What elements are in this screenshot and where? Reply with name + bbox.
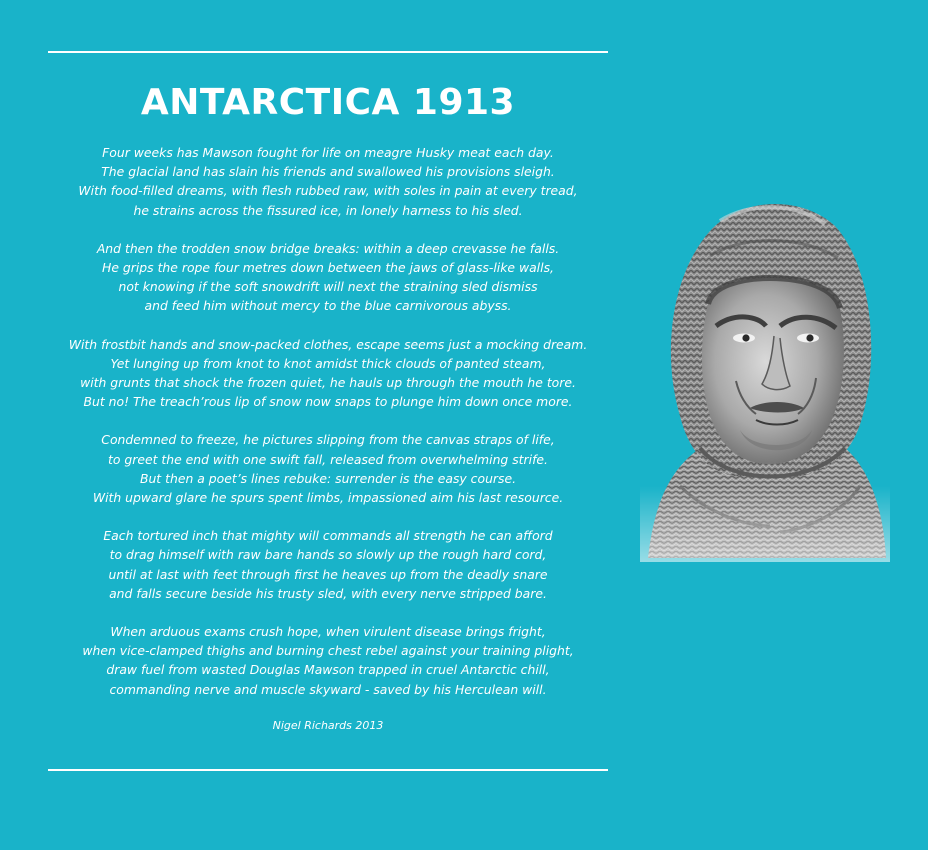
poem-title: ANTARCTICA 1913 [140, 82, 516, 123]
poem-line: The glacial land has slain his friends and swallowed his provisions sleigh. [101, 164, 555, 180]
stanza [48, 526, 608, 603]
poem-line: when vice-clamped thighs and burning chest rebel against your training plight, [82, 643, 574, 659]
poem-line: And then the trodden snow bridge breaks: within a deep crevasse he falls. [96, 240, 560, 256]
poem-line: Yet lunging up from knot to knot amidst thick clouds of panted steam, [110, 355, 546, 371]
poem-line: not knowing if the soft snowdrift will next the straining sled dismiss [118, 279, 538, 295]
poem-line: Condemned to freeze, he pictures slipping from the canvas straps of life, [101, 432, 555, 448]
bottom-divider [48, 769, 608, 771]
poem-line: With food-filled dreams, with flesh rubbed raw, with soles in pain at every tread, [78, 183, 578, 199]
poem-line: and feed him without mercy to the blue carnivorous abyss. [144, 298, 512, 314]
stanza [48, 239, 608, 316]
poem-line: draw fuel from wasted Douglas Mawson trapped in cruel Antarctic chill, [106, 662, 550, 678]
poem-line: With frostbit hands and snow-packed clothes, escape seems just a mocking dream. [68, 336, 588, 352]
poem-line: But no! The treach’rous lip of snow now snaps to plunge him down once more. [83, 394, 573, 410]
poem-line: to drag himself with raw bare hands so slowly up the rough hard cord, [109, 547, 547, 563]
poem-line: When arduous exams crush hope, when virulent disease brings fright, [110, 624, 546, 640]
explorer-portrait [640, 186, 890, 562]
poem-line: commanding nerve and muscle skyward - saved by his Herculean will. [109, 681, 547, 697]
poem-column [48, 78, 608, 734]
poem-line: Four weeks has Mawson fought for life on meagre Husky meat each day. [102, 145, 554, 160]
poem-line: to greet the end with one swift fall, released from overwhelming strife. [108, 451, 548, 467]
poem-line: Each tortured inch that mighty will commands all strength he can afford [103, 528, 553, 544]
poem-line: With upward glare he spurs spent limbs, impassioned aim his last resource. [92, 490, 564, 506]
stanza [48, 622, 608, 699]
poem-line: But then a poet’s lines rebuke: surrender is the easy course. [139, 470, 517, 486]
stanza [48, 143, 608, 220]
stanza [48, 335, 608, 412]
poem-line: He grips the rope four metres down between the jaws of glass-like walls, [102, 260, 554, 276]
poem-line: with grunts that shock the frozen quiet, he hauls up through the mouth he tore. [80, 375, 576, 391]
stanza [48, 430, 608, 507]
poem-attribution: Nigel Richards 2013 [272, 718, 384, 732]
poem-line: until at last with feet through first he heaves up from the deadly snare [108, 566, 548, 582]
poem-line: and falls secure beside his trusty sled, with every nerve stripped bare. [109, 585, 547, 601]
top-divider [48, 51, 608, 53]
poem-line: he strains across the fissured ice, in lonely harness to his sled. [133, 202, 523, 218]
poem-stanzas [48, 143, 608, 699]
